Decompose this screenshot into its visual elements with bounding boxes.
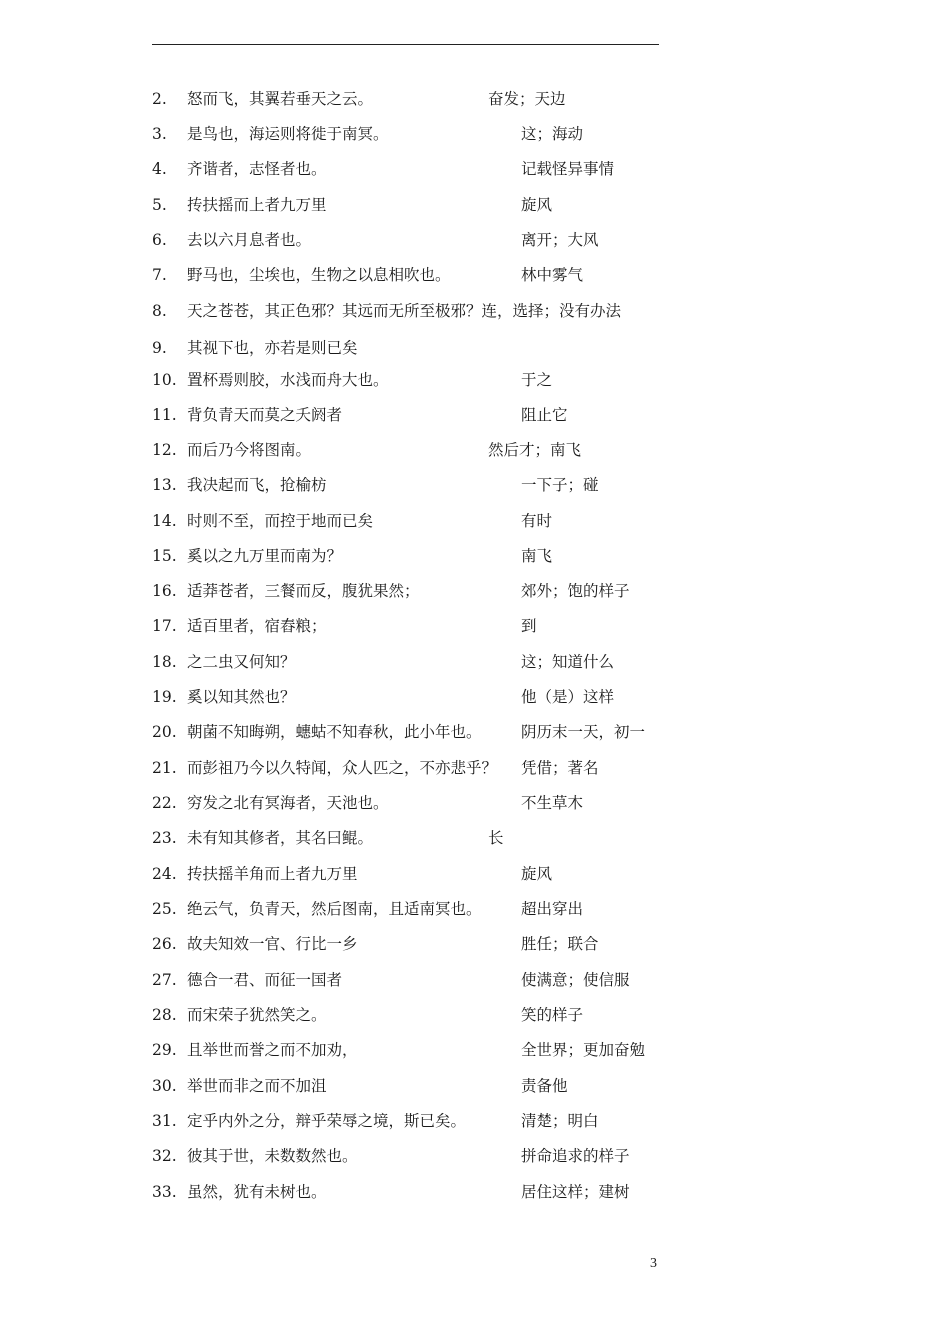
item-number: 24.: [152, 865, 177, 883]
list-item: [0, 473, 950, 497]
sentence-text: 奚以知其然也？: [187, 688, 296, 706]
gloss-text: 不生草木: [521, 794, 584, 812]
sentence-text: 齐谐者，志怪者也。: [187, 160, 327, 178]
gloss-text: 阻止它: [521, 406, 568, 424]
sentence-text: 抟扶摇羊角而上者九万里: [187, 865, 358, 883]
sentence-text: 野马也，尘埃也，生物之以息相吹也。: [187, 266, 451, 284]
sentence-text: 穷发之北有冥海者，天池也。: [187, 794, 389, 812]
item-number: 16.: [152, 582, 177, 600]
list-item: [0, 544, 950, 568]
list-item: [0, 122, 950, 146]
gloss-text: 郊外；饱的样子: [521, 582, 630, 600]
list-item: [0, 509, 950, 533]
item-number: 10.: [152, 371, 177, 389]
gloss-text: 超出穿出: [521, 900, 584, 918]
item-number: 12.: [152, 441, 177, 459]
list-item: [0, 228, 950, 252]
gloss-text: 有时: [521, 512, 553, 530]
sentence-text: 且举世而誉之而不加劝，: [187, 1041, 358, 1059]
list-item: [0, 685, 950, 709]
gloss-text: 一下子；碰: [521, 476, 599, 494]
sentence-text: 天之苍苍，其正色邪？其远而无所至极邪？连，选择；没有办法: [187, 302, 622, 320]
sentence-text: 举世而非之而不加沮: [187, 1077, 327, 1095]
list-item: [0, 968, 950, 992]
item-number: 26.: [152, 935, 177, 953]
item-number: 8.: [152, 302, 167, 320]
item-number: 15.: [152, 547, 177, 565]
list-item: [0, 932, 950, 956]
gloss-text: 然后才；南飞: [488, 441, 582, 459]
sentence-text: 德合一君、而征一国者: [187, 971, 343, 989]
list-item: [0, 1038, 950, 1062]
gloss-text: 旋风: [521, 865, 553, 883]
item-number: 4.: [152, 160, 167, 178]
item-number: 30.: [152, 1077, 177, 1095]
item-number: 17.: [152, 617, 177, 635]
item-number: 32.: [152, 1147, 177, 1165]
list-item: [0, 1003, 950, 1027]
list-item: [0, 299, 950, 323]
item-number: 11.: [152, 406, 177, 424]
sentence-text: 背负青天而莫之夭阏者: [187, 406, 343, 424]
list-item: [0, 826, 950, 850]
gloss-text: 凭借；著名: [521, 759, 599, 777]
sentence-text: 而彭祖乃今以久特闻，众人匹之，不亦悲乎？: [187, 759, 498, 777]
sentence-text: 时则不至，而控于地而已矣: [187, 512, 374, 530]
item-number: 27.: [152, 971, 177, 989]
sentence-text: 其视下也，亦若是则已矣: [187, 339, 358, 357]
page-number: 3: [650, 1256, 657, 1271]
gloss-text: 阴历末一天，初一: [521, 723, 646, 741]
item-number: 2.: [152, 90, 167, 108]
list-item: [0, 438, 950, 462]
sentence-text: 朝菌不知晦朔，蟪蛄不知春秋，此小年也。: [187, 723, 482, 741]
sentence-text: 故夫知效一官、行比一乡: [187, 935, 358, 953]
list-item: [0, 720, 950, 744]
list-item: [0, 862, 950, 886]
sentence-text: 虽然，犹有未树也。: [187, 1183, 327, 1201]
gloss-text: 旋风: [521, 196, 553, 214]
gloss-text: 长: [488, 829, 504, 847]
list-item: [0, 403, 950, 427]
gloss-text: 离开；大风: [521, 231, 599, 249]
item-number: 29.: [152, 1041, 177, 1059]
gloss-text: 他（是）这样: [521, 688, 615, 706]
list-item: [0, 897, 950, 921]
item-number: 5.: [152, 196, 167, 214]
item-number: 19.: [152, 688, 177, 706]
sentence-text: 我决起而飞，抢榆枋: [187, 476, 327, 494]
item-number: 23.: [152, 829, 177, 847]
sentence-text: 是鸟也，海运则将徙于南冥。: [187, 125, 389, 143]
list-item: [0, 368, 950, 392]
gloss-text: 使满意；使信服: [521, 971, 630, 989]
list-item: [0, 1144, 950, 1168]
gloss-text: 责备他: [521, 1077, 568, 1095]
gloss-text: 居住这样；建树: [521, 1183, 630, 1201]
gloss-text: 记载怪异事情: [521, 160, 615, 178]
gloss-text: 林中雾气: [521, 266, 584, 284]
item-number: 28.: [152, 1006, 177, 1024]
item-number: 7.: [152, 266, 167, 284]
sentence-text: 彼其于世，未数数然也。: [187, 1147, 358, 1165]
item-number: 14.: [152, 512, 177, 530]
sentence-text: 定乎内外之分，辩乎荣辱之境，斯已矣。: [187, 1112, 467, 1130]
list-item: [0, 1109, 950, 1133]
list-item: [0, 1074, 950, 1098]
sentence-text: 适百里者，宿舂粮；: [187, 617, 327, 635]
sentence-text: 之二虫又何知？: [187, 653, 296, 671]
header-rule: [152, 44, 659, 45]
list-item: [0, 336, 950, 360]
gloss-text: 全世界；更加奋勉: [521, 1041, 646, 1059]
list-item: [0, 1180, 950, 1204]
list-item: [0, 791, 950, 815]
gloss-text: 于之: [521, 371, 553, 389]
gloss-text: 这；知道什么: [521, 653, 615, 671]
gloss-text: 奋发；天边: [488, 90, 566, 108]
sentence-text: 未有知其修者，其名曰鲲。: [187, 829, 374, 847]
sentence-text: 奚以之九万里而南为？: [187, 547, 343, 565]
sentence-text: 适莽苍者，三餐而反，腹犹果然；: [187, 582, 420, 600]
item-number: 33.: [152, 1183, 177, 1201]
item-number: 18.: [152, 653, 177, 671]
sentence-text: 绝云气，负青天，然后图南，且适南冥也。: [187, 900, 482, 918]
sentence-text: 而后乃今将图南。: [187, 441, 312, 459]
item-number: 25.: [152, 900, 177, 918]
gloss-text: 笑的样子: [521, 1006, 584, 1024]
sentence-text: 置杯焉则胶，水浅而舟大也。: [187, 371, 389, 389]
item-number: 31.: [152, 1112, 177, 1130]
list-item: [0, 650, 950, 674]
sentence-text: 怒而飞，其翼若垂天之云。: [187, 90, 374, 108]
list-item: [0, 193, 950, 217]
list-item: [0, 263, 950, 287]
gloss-text: 南飞: [521, 547, 553, 565]
list-item: [0, 614, 950, 638]
item-number: 22.: [152, 794, 177, 812]
sentence-text: 而宋荣子犹然笑之。: [187, 1006, 327, 1024]
item-number: 13.: [152, 476, 177, 494]
gloss-text: 到: [521, 617, 537, 635]
gloss-text: 拼命追求的样子: [521, 1147, 630, 1165]
item-number: 21.: [152, 759, 177, 777]
gloss-text: 这；海动: [521, 125, 584, 143]
item-number: 6.: [152, 231, 167, 249]
sentence-text: 抟扶摇而上者九万里: [187, 196, 327, 214]
list-item: [0, 157, 950, 181]
item-number: 20.: [152, 723, 177, 741]
gloss-text: 胜任；联合: [521, 935, 599, 953]
list-item: [0, 87, 950, 111]
sentence-text: 去以六月息者也。: [187, 231, 312, 249]
list-item: [0, 756, 950, 780]
gloss-text: 清楚；明白: [521, 1112, 599, 1130]
list-item: [0, 579, 950, 603]
item-number: 9.: [152, 339, 167, 357]
item-number: 3.: [152, 125, 167, 143]
